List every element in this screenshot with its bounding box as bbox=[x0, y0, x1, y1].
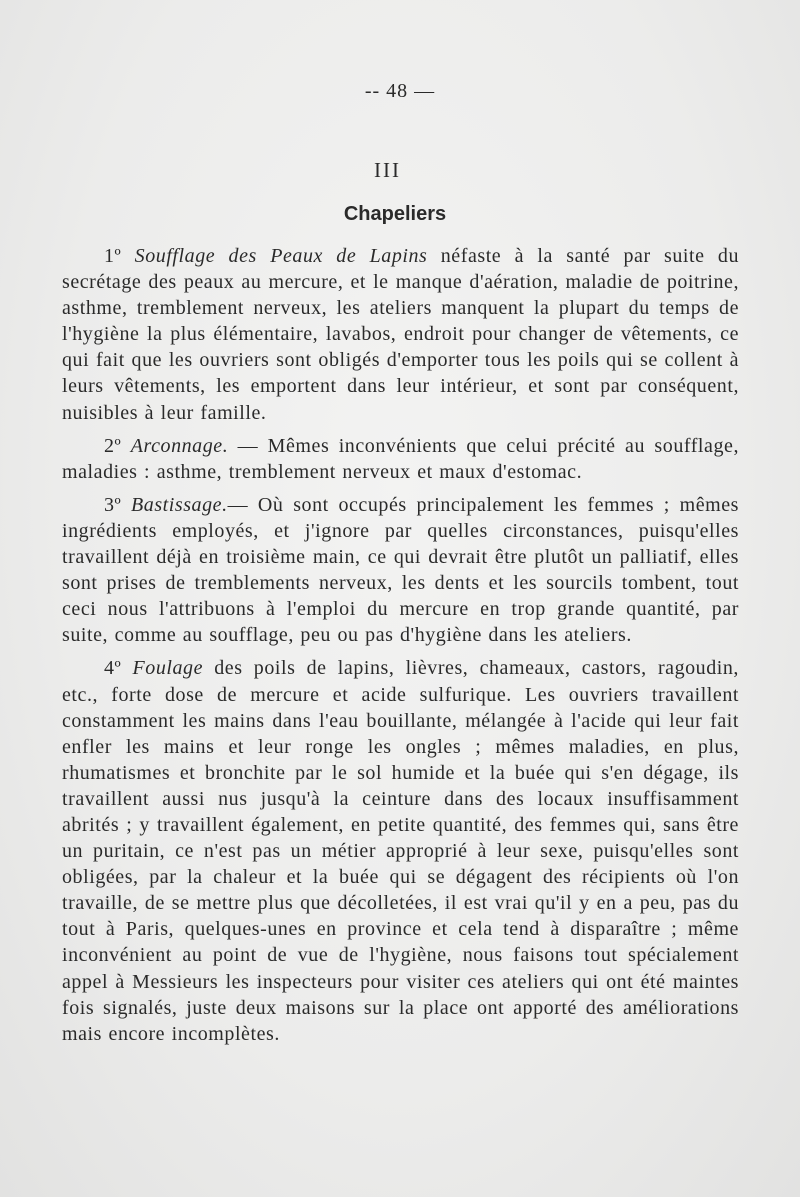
paragraph-3-term: Bastissage. bbox=[131, 493, 228, 516]
paragraph-1 bbox=[62, 243, 739, 426]
paragraph-4-term: Foulage bbox=[132, 657, 204, 680]
paragraph-3 bbox=[62, 492, 739, 649]
section-title: Chapeliers bbox=[343, 203, 447, 225]
paragraph-2-lead: 2º bbox=[104, 434, 131, 457]
paragraph-1-lead: 1º bbox=[104, 245, 135, 267]
paragraph-2-term: Arconnage. bbox=[130, 434, 229, 457]
paragraph-2-text: — Mêmes inconvénients que celui précité au soufflage, maladies : asthme, tremblement nerveux et maux d'estomac. bbox=[62, 434, 739, 483]
paragraph-1-term: Soufflage des Peaux de Lapins bbox=[134, 245, 428, 267]
paragraph-4-text: des poils de lapins, lièvres, chameaux, castors, ragoudin, etc., forte dose de mercure et acide sulfurique. Les ouvriers travaillent constamment les mains dans l'eau bouillante, mélangée à l'acide qui leur fait enfler les mains et leur ronge les ongles ; mêmes maladies, en plus, rhumatismes et bronchite par le sol humide et la buée qui s'en dégage, ils travaillent aussi nus jusqu'à la ceinture dans des locaux insuffisamment abrités ; y travaillent également, en petite quantité, des femmes qui, sans être un puritain, ce n'est pas un métier approprié à leur sexe, puisqu'elles sont obligées, par la chaleur et la buée qui se dégagent des récipients où l'on travaille, de se mettre plus que décolletées, il est vrai qu'il y en a peu, pas du tout à Paris, quelques-unes en province et cela tend à disparaître ; même inconvénient au point de vue de l'hygiène, nous faisons tout spécialement appel à Messieurs les inspecteurs pour visiter ces ateliers qui ont été maintes fois signalés, juste deux maisons sur la place ont apporté des améliorations mais encore incomplètes. bbox=[62, 657, 739, 1045]
body-text bbox=[62, 243, 739, 1047]
paragraph-4 bbox=[62, 655, 739, 1046]
paragraph-3-text: — Où sont occupés principalement les femmes ; mêmes ingrédients employés, et j'ignore par quelles circonstances, puisqu'elles travaillent déjà en troisième main, ce qui devrait être plutôt un palliatif, elles sont prises de tremblements nerveux, les dents et les sourcils tombent, tout ceci nous l'attribuons à l'emploi du mercure en trop grande quantité, par suite, comme au soufflage, peu ou pas d'hygiène dans les ateliers. bbox=[62, 493, 739, 647]
paragraph-1-text: néfaste à la santé par suite du secrétage des peaux au mercure, et le manque d'aération, maladie de poitrine, asthme, tremblement nerveux, les ateliers manquent la plupart du temps de l'hygiène la plus élémentaire, lavabos, endroit pour changer de vêtements, ce qui fait que les ouvriers sont obligés d'emporter tous les poils qui se collent à leurs vêtements, les emportent dans leur intérieur, et sont par conséquent, nuisibles à leur famille. bbox=[62, 245, 740, 424]
paragraph-4-lead: 4º bbox=[104, 657, 133, 680]
page-number: -- 48 — bbox=[364, 80, 436, 102]
paragraph-2 bbox=[62, 433, 739, 485]
paragraph-3-lead: 3º bbox=[104, 493, 132, 516]
section-number: III bbox=[374, 158, 401, 182]
